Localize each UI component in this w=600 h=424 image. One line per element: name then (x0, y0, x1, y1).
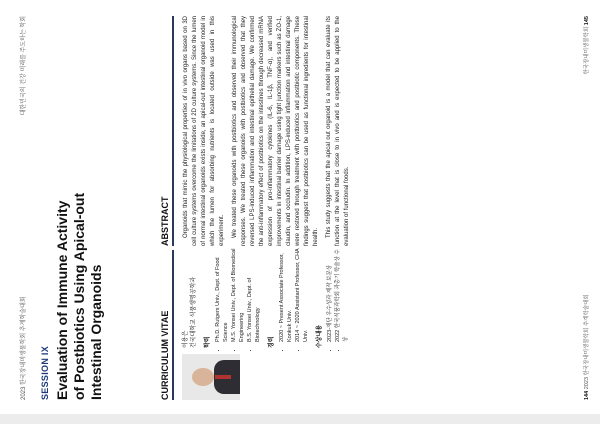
abstract-heading: ABSTRACT (160, 196, 170, 246)
education-list (214, 248, 262, 348)
footer-right (582, 16, 590, 75)
footer-right-text: 한국장내미생물학회 (584, 26, 590, 75)
awards-list (326, 248, 350, 348)
award-item: • 2022 한국식품과학회 과총기 학술상 수상 (334, 248, 350, 342)
abstract-body (182, 16, 356, 246)
speaker-photo (182, 354, 240, 400)
page-footer (582, 16, 592, 400)
education-item: • M.S. Yonsei Univ., Dept. of Biomedical Engineering (230, 248, 246, 342)
photo-tie (215, 375, 231, 379)
career-heading: 경력 (269, 336, 275, 348)
abstract-paragraph: This study suggests that the apical out organoid is a model that can evaluate its function at the level that is close to in vivo and is expected to be applied to the evaluation of functional foods. (326, 16, 350, 246)
cv-details (182, 248, 350, 348)
footer-left-page-number: 144 (584, 390, 590, 400)
education-heading: 학력 (205, 336, 211, 348)
abstract-divider (172, 16, 174, 246)
session-label: SESSION IX (40, 345, 50, 400)
education-item: • B.S. Yonsei Univ., Dept. of Biotechnology (246, 248, 262, 342)
career-item: • 2020 ~ Present Associate Professor, Konkuk Univ. (278, 248, 294, 342)
cv-divider (172, 250, 174, 400)
speaker-name: 이용은 (183, 330, 189, 348)
speaker-affiliation: 건국대학교 식품생명공학과 (191, 276, 197, 348)
career-list (278, 248, 310, 348)
awards-heading: 수상내용 (317, 324, 323, 348)
award-item: • 2023-재단 우수성과 제작 보문상 (326, 248, 334, 342)
cv-heading: CURRICULUM VITAE (160, 310, 170, 400)
header-left-text: 2023 한국장내미생물학회 추계학술대회 (21, 296, 27, 400)
education-item: • Ph.D. Rutgers Univ., Dept. of Food Science (214, 248, 230, 342)
header-right-text: 대한민국의 건강 미래를 주도하는 학회 (21, 16, 27, 116)
footer-left-text: 2023 한국장내미생물학회 추계학술대회 (584, 294, 590, 390)
abstract-paragraph: We treated these organoids with postbiotics and observed their immunological responses. We treated these organoids with postbiotics and observed that they reversed LPS-induced inflammation and intestinal epithelial damage. We confirmed the anti-inflammatory effect of postbiotics on the intestines through decreased mRNA expression of pro-inflammatory cytokines (IL-6, IL-1β, TNF-α), and verified improvements in intestinal barrier damage using tight junction markers such as ZO-1, claudin, and occludin. In addition, LPS-induced inflammation and intestinal damage were restored through treatment with postbiotics and postbiotic components. These findings suggest that postbiotics can be used as functional ingredients for intestinal health. (232, 16, 319, 246)
career-item: • 2014 ~ 2020 Assistant Professor, CHA Univ. (294, 248, 310, 342)
footer-left (582, 294, 590, 400)
photo-face (192, 368, 214, 386)
footer-right-page-number: 145 (584, 16, 590, 26)
page-sidebar (0, 414, 600, 424)
paper-title: Evaluation of Immune Activity of Postbiotics Using Apical-out Intestinal Organoids (54, 192, 104, 400)
abstract-paragraph: Organoids that mimic the physiological properties of in vivo organs based on 3D cell culture systems overcome the limitations of 2D culture systems. Since the lumen of normal intestinal organoids exists inside, an apical-out intestinal organoid model in which the lumen for absorbing nutrients is located outside was used in this experiment. (183, 16, 225, 246)
page-header (18, 16, 32, 400)
